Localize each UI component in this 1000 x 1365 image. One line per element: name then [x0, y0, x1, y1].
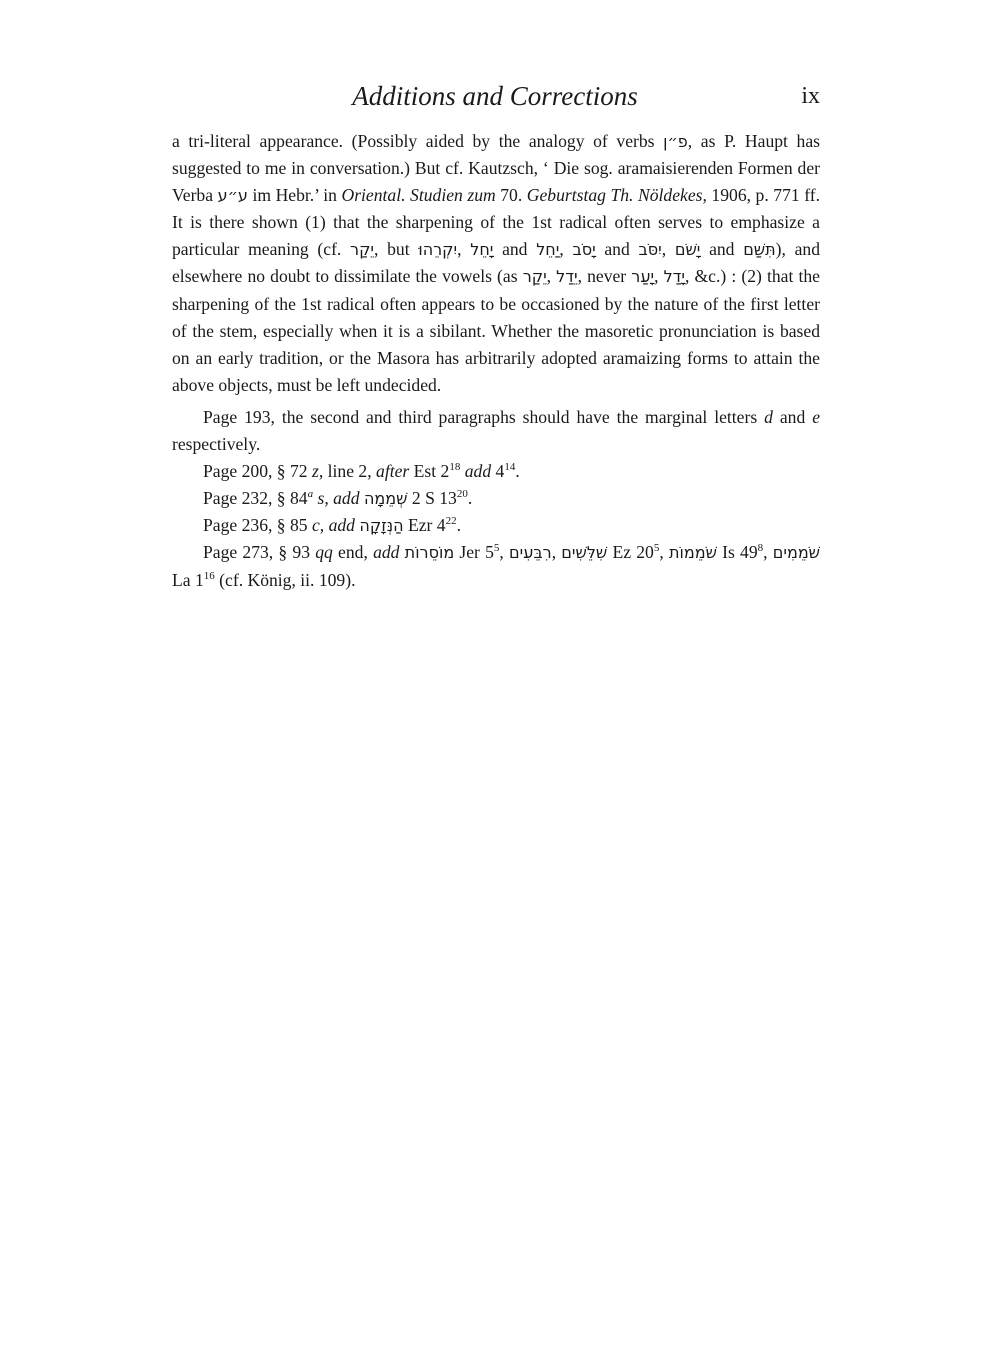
text-run: 1906, p. 771 ff. It is there shown (1) that the sharpening of the 1st radical often serves to emphasize a particular meaning (cf. — [172, 185, 821, 260]
italic-text: add — [464, 461, 492, 482]
text-run: , — [551, 542, 562, 563]
text-run: Is 49 — [716, 542, 758, 563]
superscript: 5 — [653, 542, 660, 555]
hebrew-word: יָעַר — [631, 267, 655, 287]
hebrew-word: שֹׁמֵמִים — [772, 543, 821, 563]
superscript: 14 — [504, 461, 516, 474]
text-run: , — [763, 542, 773, 563]
hebrew-word: יִקְרֵהוּ — [418, 240, 458, 260]
paragraph-tri-literal — [172, 128, 820, 399]
hebrew-word: שִׁלֵּשִׁים — [561, 543, 608, 563]
superscript: 8 — [757, 542, 764, 555]
hebrew-word: יָדַל — [663, 267, 685, 287]
page-number: ix — [801, 83, 820, 109]
text-run: , — [659, 542, 669, 563]
text-run: , — [654, 266, 664, 287]
paragraph-page-193 — [172, 404, 820, 458]
text-run: Page 193, the second and third paragraphs should have the marginal letters — [203, 406, 765, 427]
text-run: Page 232, § 84 — [203, 488, 308, 509]
text-run: La 1 — [172, 569, 204, 590]
text-run: , — [546, 266, 557, 287]
text-run: line 2, — [323, 461, 377, 482]
superscript: 16 — [203, 569, 215, 582]
italic-text: c, add — [311, 515, 355, 536]
superscript: 5 — [493, 542, 500, 555]
paragraph-page-232 — [172, 485, 820, 512]
text-run: 2 S 13 — [407, 488, 457, 509]
italic-text: Oriental. Studien zum — [341, 185, 496, 206]
text-run: Page 236, § 85 — [203, 515, 312, 536]
text-run: im Hebr.’ in — [247, 185, 342, 206]
italic-text: Geburtstag Th. Nöldekes, — [526, 185, 707, 206]
hebrew-word: ע״ע — [217, 186, 248, 206]
paragraph-page-200 — [172, 458, 820, 485]
hebrew-word: תִּשַּׁם — [743, 240, 776, 260]
hebrew-word: יֵקַר — [522, 267, 547, 287]
text-run: , as P. Haupt has suggested to me in conversation.) But cf. Kautzsch, ‘ Die sog. aramaisierenden Formen der Verba — [172, 131, 820, 206]
text-run: Page 273, § 93 — [203, 542, 316, 563]
hebrew-word: יִסֹּב — [638, 240, 662, 260]
italic-text: d — [764, 406, 773, 427]
text-run: ), and elsewhere no doubt to dissimilate the vowels (as — [172, 239, 821, 287]
text-run: (cf. König, ii. 109). — [214, 569, 356, 590]
text-run: , — [457, 239, 471, 260]
hebrew-word: יָחֵל — [470, 240, 494, 260]
hebrew-word: רִבֵּעִים — [509, 543, 552, 563]
hebrew-word: יָסֹב — [572, 240, 596, 260]
hebrew-word: יֵדַל — [556, 267, 578, 287]
text-run: and — [772, 406, 813, 427]
paragraph-page-273 — [172, 539, 820, 593]
body-text — [172, 128, 820, 594]
text-run: Est 2 — [409, 461, 450, 482]
text-run: . — [456, 515, 462, 536]
italic-text: after — [376, 461, 410, 482]
text-run: . — [515, 461, 520, 482]
text-run: and — [700, 239, 744, 260]
italic-text: qq — [315, 542, 333, 563]
superscript: 20 — [456, 488, 468, 501]
running-title: Additions and Corrections — [352, 81, 638, 111]
hebrew-word: יֵקַר — [350, 240, 375, 260]
text-run: , but — [374, 239, 419, 260]
italic-text: s, add — [317, 488, 360, 509]
text-run: , never — [577, 266, 632, 287]
superscript: 22 — [445, 515, 457, 528]
text-run: Ezr 4 — [403, 515, 446, 536]
running-head — [170, 76, 820, 116]
hebrew-word: מוֹסֵרוֹת — [404, 543, 455, 563]
text-run: 70. — [495, 185, 527, 206]
hebrew-word: יָשֹׁם — [674, 240, 701, 260]
italic-text: z, — [311, 461, 324, 482]
text-run: Ez 20 — [607, 542, 654, 563]
superscript: a — [307, 488, 314, 501]
italic-text: add — [373, 542, 400, 563]
text-run: respectively. — [172, 434, 261, 455]
text-run: . — [467, 488, 473, 509]
hebrew-word: שֹׁמֵמוֹת — [668, 543, 717, 563]
hebrew-word: יַחֵל — [536, 240, 560, 260]
text-run: and — [595, 239, 639, 260]
italic-text: e — [812, 406, 820, 427]
hebrew-word: שְׁמֵמָה — [363, 489, 408, 509]
superscript: 18 — [449, 461, 461, 474]
hebrew-word: הַנְּזָקָה — [359, 516, 404, 536]
text-run: , — [499, 542, 510, 563]
hebrew-word: פ״ן — [663, 132, 688, 151]
text-run: , — [661, 239, 675, 260]
text-run: , &c.) : (2) that the sharpening of the 1st radical often appears to be occasioned by the nature of the first letter of the stem, especially when it is a sibilant. Whether the masoretic pronunciation is based on an early tradition, or the Masora has arbitrarily adopted aramaizing forms to attain the above objects, must be left undecided. — [172, 266, 820, 395]
text-run: 4 — [491, 461, 505, 482]
text-run: a tri-literal appearance. (Possibly aided by the analogy of verbs — [172, 131, 664, 151]
text-run: end, — [332, 542, 374, 563]
text-run: , — [559, 239, 573, 260]
text-run: and — [493, 239, 537, 260]
text-run: Jer 5 — [454, 542, 494, 563]
paragraph-page-236 — [172, 512, 820, 539]
text-run: Page 200, § 72 — [203, 461, 312, 482]
